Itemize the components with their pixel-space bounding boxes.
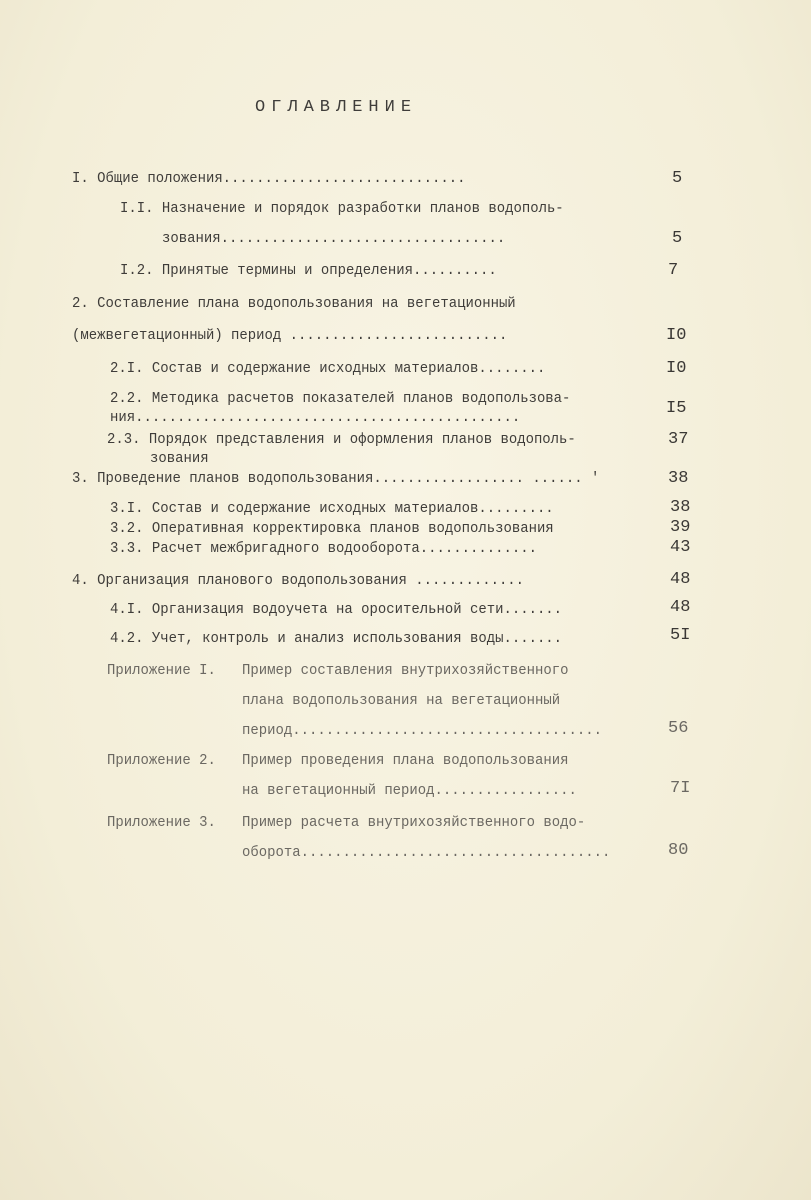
appendix-label: Приложение I. — [107, 662, 216, 679]
toc-page-number: 39 — [670, 518, 691, 537]
toc-page-number: 38 — [670, 498, 691, 517]
toc-entry-continuation: ния.............................................. — [110, 409, 521, 426]
toc-page-number: 7 — [668, 261, 679, 280]
toc-page-number: 5 — [672, 229, 683, 248]
toc-entry-text: I.2. Принятые термины и определения.......... — [120, 262, 497, 279]
toc-entry-continuation: период..................................... — [242, 722, 602, 739]
toc-entry-text: 4.I. Организация водоучета на оросительной сети....... — [110, 601, 563, 618]
toc-entry-text: 2. Составление плана водопользования на вегетационный — [72, 295, 516, 312]
toc-entry-text: 2.3. Порядок представления и оформления планов водополь- — [107, 431, 576, 448]
toc-entry-text: Пример составления внутрихозяйственного — [242, 662, 569, 679]
toc-entry-text: 3.I. Состав и содержание исходных материалов......... — [110, 500, 554, 517]
appendix-label: Приложение 2. — [107, 752, 216, 769]
toc-page-number: 5 — [672, 169, 683, 188]
toc-entry-text: 4.2. Учет, контроль и анализ использования воды....... — [110, 630, 563, 647]
toc-entry-text: I.I. Назначение и порядок разработки планов водополь- — [120, 200, 564, 217]
toc-entry-text: I. Общие положения............................. — [72, 170, 466, 187]
toc-page-number: 7I — [670, 779, 691, 798]
toc-entry-text: 2.I. Состав и содержание исходных материалов........ — [110, 360, 546, 377]
toc-entry-continuation: зования.................................. — [162, 230, 506, 247]
toc-entry-continuation: на вегетационный период................. — [242, 782, 577, 799]
toc-page-number: 56 — [668, 719, 689, 738]
page-title: ОГЛАВЛЕНИЕ — [255, 98, 418, 117]
toc-page-number: 38 — [668, 469, 689, 488]
toc-entry-text: 3.2. Оперативная корректировка планов водопользования — [110, 520, 554, 537]
toc-page-number: 5I — [670, 626, 691, 645]
toc-page-number: 80 — [668, 841, 689, 860]
toc-entry-text: 4. Организация планового водопользования ............. — [72, 572, 525, 589]
toc-entry-text: 3. Проведение планов водопользования.................. ...... ' — [72, 470, 600, 487]
toc-entry-text: Пример расчета внутрихозяйственного водо- — [242, 814, 586, 831]
toc-page-number: 43 — [670, 538, 691, 557]
toc-entry-continuation: плана водопользования на вегетационный — [242, 692, 561, 709]
toc-entry-continuation: зования — [150, 450, 209, 467]
toc-page-number: I5 — [666, 399, 687, 418]
toc-page-number: 48 — [670, 598, 691, 617]
toc-entry-text: 3.3. Расчет межбригадного водооборота.............. — [110, 540, 537, 557]
toc-page-number: 37 — [668, 430, 689, 449]
toc-page-number: 48 — [670, 570, 691, 589]
toc-page-number: I0 — [666, 326, 687, 345]
toc-entry-text: Пример проведения плана водопользования — [242, 752, 569, 769]
toc-entry-continuation: (межвегетационный) период .......................... — [72, 327, 508, 344]
toc-page-number: I0 — [666, 359, 687, 378]
appendix-label: Приложение 3. — [107, 814, 216, 831]
toc-entry-text: 2.2. Методика расчетов показателей планов водопользова- — [110, 390, 571, 407]
toc-entry-continuation: оборота..................................... — [242, 844, 611, 861]
